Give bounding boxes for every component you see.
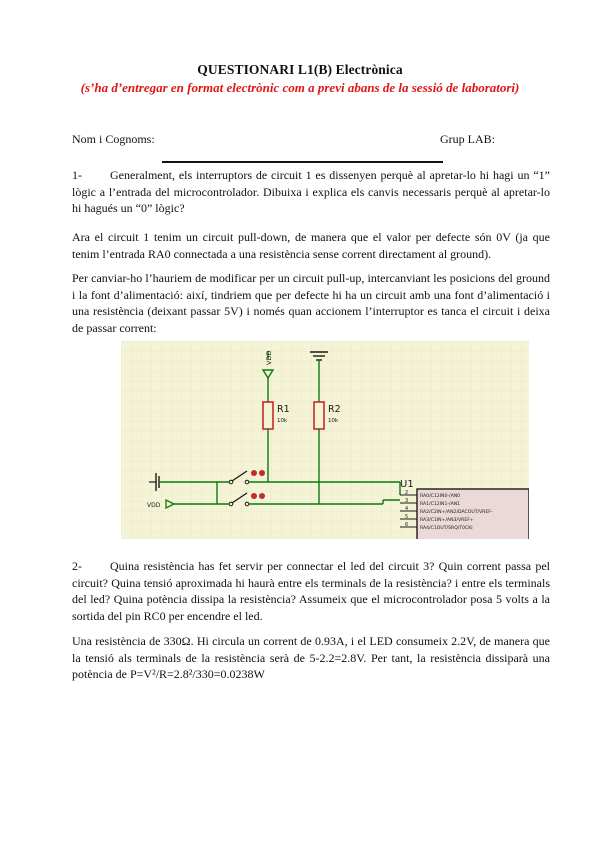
power-formula: P=V²/R=2.8²/330=0.0238W xyxy=(129,667,265,681)
name-underline xyxy=(162,161,443,163)
r1-name: R1 xyxy=(277,404,290,415)
chip-pin-number: 2 xyxy=(405,490,409,496)
question-2 xyxy=(72,558,550,624)
answer-1-paragraph-2: Per canviar-ho l’hauriem de modificar per un circuit pull-up, intercanviant les posicions del ground i la font d’alimentació: així, tindriem que per defecte hi ha un circuit amb una font d’alimentació i una resistència (deixant passar 5V) i només quan accionem l’interruptor es tanca el circuit i deixa de passar corrent: xyxy=(72,271,550,335)
chip-pin-number: 3 xyxy=(405,498,409,504)
answer-2 xyxy=(72,633,550,683)
question-1-text: Generalment, els interruptors de circuit 1 es dissenyen perquè al apretar-lo hi hagi un “1” lògic a l’entrada del microcontrolador. Dibuixa i explica els canvis necessaris perquè al apretar-lo hi hagués un “0” lògic? xyxy=(72,168,550,215)
chip-pin-number: 5 xyxy=(405,514,409,520)
chip-pin-label: RA0/C12IN0-/AN0 xyxy=(420,494,461,499)
chip-pin-label: RA2/C2IN+/AN2/DACOUT/VREF- xyxy=(420,510,493,515)
question-1 xyxy=(72,167,550,217)
chip-name: U1 xyxy=(400,479,414,490)
question-2-text: Quina resistència has fet servir per connectar el led del circuit 3? Quin corrent passa pel circuit? Quina tensió aproximada hi haurà entre els terminals de la resistència? i entre els terminals del led? Quina potència dissipa la resistència? Assumeix que el microcontrolador posa 5 volts a la sortida del pin RC0 per encendre el led. xyxy=(72,559,550,623)
chip-pin-label: RA4/C1OUT/SRQ/T0CKI xyxy=(420,526,473,531)
vdd-top-label: VDD xyxy=(265,350,273,365)
r1-value: 10k xyxy=(277,418,288,424)
document-subtitle: (s’ha d’entregar en format electrònic com a previ abans de la sessió de laboratori) xyxy=(80,80,520,95)
chip-pin-label: RA3/C1IN+/AN3/VREF+ xyxy=(420,518,474,523)
name-label: Nom i Cognoms: xyxy=(72,132,155,146)
question-1-number: 1- xyxy=(72,168,82,182)
answer-2-text: Una resistència de 330Ω. Hi circula un corrent de 0.93A, i el LED consumeix 2.2V, de manera que la tensió als terminals de la resistència serà de 5-2.2=2.8V. Per tant, la resistència dissiparà una potència de xyxy=(72,634,550,681)
answer-1-paragraph-1: Ara el circuit 1 tenim un circuit pull-down, de manera que el valor per defecte són 0V (ja que tenim l’entrada RA0 connectada a una resistència sense corrent directament al ground). xyxy=(72,230,550,261)
document-title: QUESTIONARI L1(B) Electrònica xyxy=(197,62,403,77)
question-2-number: 2- xyxy=(72,559,82,573)
circuit-diagram xyxy=(121,341,529,539)
chip-pin-number: 4 xyxy=(405,506,409,512)
r2-name: R2 xyxy=(328,404,341,415)
chip-pin-label: RA1/C12IN1-/AN1 xyxy=(420,502,461,507)
vdd-left-label: VDD xyxy=(147,502,161,509)
r2-value: 10k xyxy=(328,418,339,424)
chip-pin-number: 6 xyxy=(405,522,409,528)
group-label: Grup LAB: xyxy=(440,132,495,146)
